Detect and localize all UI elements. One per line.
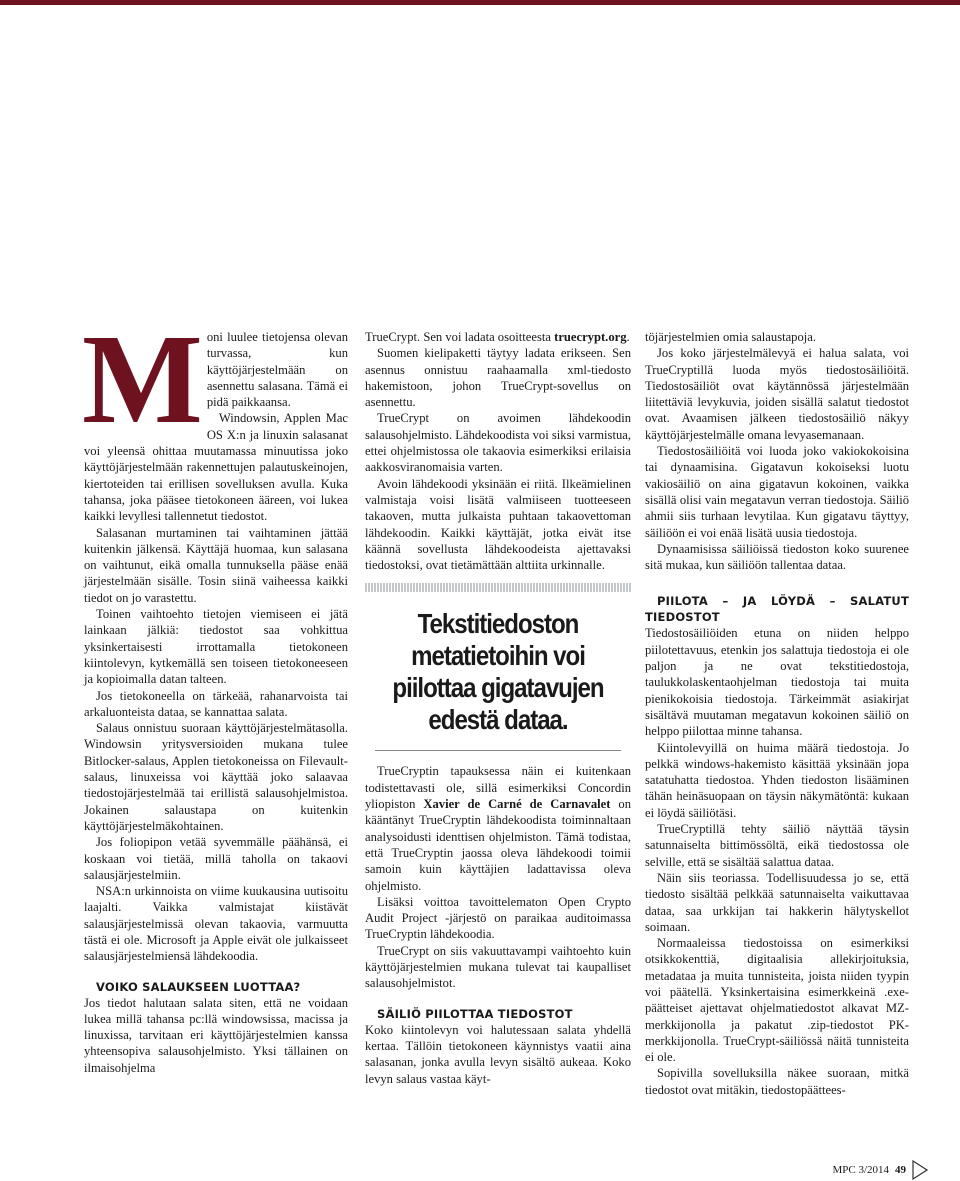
paragraph: Toinen vaihtoehto tietojen viemiseen ei jätä lainkaan jälkiä: tiedostot saa vohkittua yksinkertaisesti irrottamalla tietokoneen kiintolevyn, kytkemällä sen toiseen tietokoneeseen ja kopioimalla datan talteen. xyxy=(84,607,348,687)
paragraph xyxy=(365,329,631,345)
paragraph: TrueCryptillä tehty säiliö näyttää täysin satunnaiselta bittimössöltä, eikä tiedostossa ole selville, että se sisältää salattua dataa. xyxy=(645,822,909,869)
paragraph: oni luulee tietojensa olevan turvassa, kun käyttöjärjestelmään on asennettu salasana. Tämä ei pidä paikkaansa. xyxy=(206,330,348,410)
article-column-3 xyxy=(645,329,909,1098)
page-footer xyxy=(832,1160,928,1180)
paragraph: Salaus onnistuu suoraan käyttöjärjestelmätasolla. Windowsin yritysversioiden mukana tulee Bitlocker-salaus, Applen tietokoneissa on Filevault-salaus, linuxeissa voi käyttää joko salaavaa tiedostojärjestelmää tai erillistä salausohjelmistoa. Jokainen salaustapa on kuitenkin käyttöjärjestelmäkohtainen. xyxy=(84,721,348,833)
paragraph: Jos koko järjestelmälevyä ei halua salata, voi TrueCryptillä luoda myös tiedostosäiliöitä. Tiedostosäiliöt ovat käytännössä järjestelmään liitettäviä levykuvia, joiden sisällä salatut tiedostot ovat. Avaamisen jälkeen tiedostosäiliö näkyy käyttöjärjestelmälle omana levyasemanaan. xyxy=(645,346,909,442)
section-heading: SÄILIÖ PIILOTTAA TIEDOSTOT xyxy=(377,1006,573,1021)
paragraph: TrueCrypt on siis vakuuttavampi vaihtoehto kuin käyttöjärjestelmien mukana tulevat tai kaupalliset salausohjelmistot. xyxy=(365,943,631,991)
next-page-arrow-icon xyxy=(912,1160,928,1180)
paragraph: Kiintolevyillä on huima määrä tiedostoja. Jo pelkkä windows-hakemisto käsittää yksinään jopa satatuhatta tiedostoa. Yhden tiedoston lisääminen tähän heinäsuopaan on täysin näkymätöntä: kukaan ei löydä säiliötäsi. xyxy=(645,740,909,820)
paragraph: Dynaamisissa säiliöissä tiedoston koko suurenee sitä mukaa, kun säiliöön tallentaa dataa. xyxy=(645,541,909,573)
top-color-bar xyxy=(0,0,960,5)
section-heading: PIILOTA – JA LÖYDÄ – SALATUT TIEDOSTOT xyxy=(645,594,909,625)
text-run: . xyxy=(626,330,630,344)
paragraph: TrueCrypt on avoimen lähdekoodin salausohjelmisto. Lähdekoodista voi siksi varmistua, ettei ohjelmistossa ole takaovia esimerkiksi erilaisia aakkosviranomaisia varten. xyxy=(365,411,631,475)
paragraph: Avoin lähdekoodi yksinään ei riitä. Ilkeämielinen valmistaja voisi lisätä valmiiseen tuotteeseen takaoven, mutta julkaista puhtaan takaovettoman lähdekoodin. Kaikki käyttäjät, jotka eivät itse käännä sovellusta lähdekoodeista ajettavaksi tiedostoksi, ovat tietämättään alttiita urkinnalle. xyxy=(365,476,631,573)
url-link: truecrypt.org xyxy=(554,330,627,344)
drop-cap: M xyxy=(82,308,199,450)
page-number: 49 xyxy=(895,1164,906,1176)
paragraph: Normaaleissa tiedostoissa on esimerkiksi otsikkokenttiä, digitaalisia allekirjoituksia, metadataa ja muita tunnisteita, joista niiden tyypin voi päätellä. Yksinkertaisina esimerkkeinä .exe-päätteiset ajettavat ohjelmatiedostot alkavat MZ-merkkijonolla ja pakatut .zip-tiedostot PK-merkkijonolla. TrueCrypt-säiliössä näitä tunnisteita ei ole. xyxy=(645,936,909,1065)
text-run: on kääntänyt TrueCryptin lähdekoodista toiminnaltaan analysoidusti identtisen ohjelmiston. Tämä todistaa, että TrueCryptin jaossa oleva lähdekoodi toimii samoin kuin käyttäjien ladattavissa oleva ohjelmisto. xyxy=(365,797,631,893)
paragraph: Windowsin, Applen Mac OS X:n ja linuxin salasanat voi yleensä ohittaa muutamassa minuutissa joko käyttöjärjestelmään rakennettujen palautuskeinojen, kiertoteiden tai erillisen sovelluksen avulla. Kuka tahansa, joka pääsee tietokoneen ääreen, voi lukea kaikki levyllesi tallennetut tiedostot. xyxy=(84,411,348,524)
magazine-issue: MPC 3/2014 xyxy=(832,1164,889,1176)
section-heading: VOIKO SALAUKSEEN LUOTTAA? xyxy=(96,979,301,994)
paragraph: Jos foliopipon vetää syvemmälle päähänsä, ei koskaan voi tietää, millä taholla on takaovi salausjärjestelmiin. xyxy=(84,835,348,882)
pull-quote-text: Tekstitiedoston metatietoihin voi piilottaa gigatavujen edestä dataa. xyxy=(392,608,604,736)
pull-quote-stripe xyxy=(365,583,631,592)
paragraph: Sopivilla sovelluksilla näkee suoraan, mitkä tiedostot ovat mitäkin, tiedostopäättees- xyxy=(645,1066,909,1097)
text-run: TrueCryptin tapauksessa näin ei kuitenkaan todistettavasti ole, sillä esimerkiksi Concordin yliopiston xyxy=(365,764,631,812)
paragraph: Tiedostosäiliöitä voi luoda joko vakiokokoisina tai dynaamisina. Gigatavun kokoiseksi luotu vakiosäiliö on aina gigatavun kokoinen, vaikka sisällä olisi vain megatavun verran tiedostoja. Säiliö ahmii siis turhaan levytilaa. Kun gigatavu täyttyy, säiliöön ei voi enää lisätä uusia tiedostoja. xyxy=(645,444,909,540)
paragraph: Jos tietokoneella on tärkeää, rahanarvoista tai arkaluonteista dataa, se kannattaa salata. xyxy=(84,688,348,719)
paragraph: Salasanan murtaminen tai vaihtaminen jättää kuitenkin jälkensä. Käyttäjä huomaa, kun salasana on vaihtunut, eikä omalla tunnuksella pääse enää järjestelmään sisälle. Tosin siinä vaiheessa kaikki tiedot on jo varastettu. xyxy=(84,525,348,605)
person-name: Xavier de Carné de Carnavalet xyxy=(423,797,611,812)
pull-quote-rule xyxy=(375,750,621,751)
article-column-1 xyxy=(82,308,348,1076)
paragraph: Jos tiedot halutaan salata siten, että ne voidaan lukea millä tahansa pc:llä windowsissa, macissa ja linuxissa, tarvitaan eri käyttöjärjestelmien kanssa yhteensopiva salausohjelmisto. Yksi tällainen on ilmaisohjelma xyxy=(84,995,348,1075)
paragraph: Lisäksi voittoa tavoittelematon Open Crypto Audit Project -järjestö on paraikaa auditoimassa TrueCryptin lähdekoodia. xyxy=(365,894,631,942)
paragraph: Näin siis teoriassa. Todellisuudessa jo se, että tiedosto sisältää pelkkää satunnaiselta vaikuttavaa dataa, saa urkkijan tai hakkerin hälytyskellot soimaan. xyxy=(645,870,909,934)
paragraph xyxy=(365,763,631,893)
text-run: TrueCrypt. Sen voi ladata osoitteesta xyxy=(365,330,555,344)
paragraph: töjärjestelmien omia salaustapoja. xyxy=(645,330,817,344)
article-column-2 xyxy=(365,329,631,1087)
pull-quote xyxy=(365,583,631,751)
paragraph: Suomen kielipaketti täytyy ladata erikseen. Sen asennus onnistuu raahaamalla xml-tiedosto hakemistoon, johon TrueCrypt-sovellus on asennettu. xyxy=(365,346,631,410)
paragraph: Koko kiintolevyn voi halutessaan salata yhdellä kertaa. Tällöin tietokoneen käynnistys vaatii aina salasanan, jonka avulla levyn sisältö aukeaa. Koko levyn salaus vastaa käyt- xyxy=(365,1022,631,1086)
paragraph: NSA:n urkinnoista on viime kuukausina uutisoitu laajalti. Vaikka valmistajat kiistävät salausjärjestelmissä olevan takaovia, varmuutta tästä ei ole. Microsoft ja Apple eivät ole julkaisseet salausjärjestelmiensä lähdekoodia. xyxy=(84,884,348,964)
paragraph: Tiedostosäiliöiden etuna on niiden helppo piilotettavuus, etenkin jos salattuja tiedostoja ei ole paljon ja ne ovat tekstitiedostoja, taulukkolaskentaohjelman tiedostoja tai muita pienikokoisia tiedostoja. Tärkeimmät asiakirjat sisältävä muutaman megatavun kokoinen säiliö on helppo piilottaa minne tahansa. xyxy=(645,626,909,739)
